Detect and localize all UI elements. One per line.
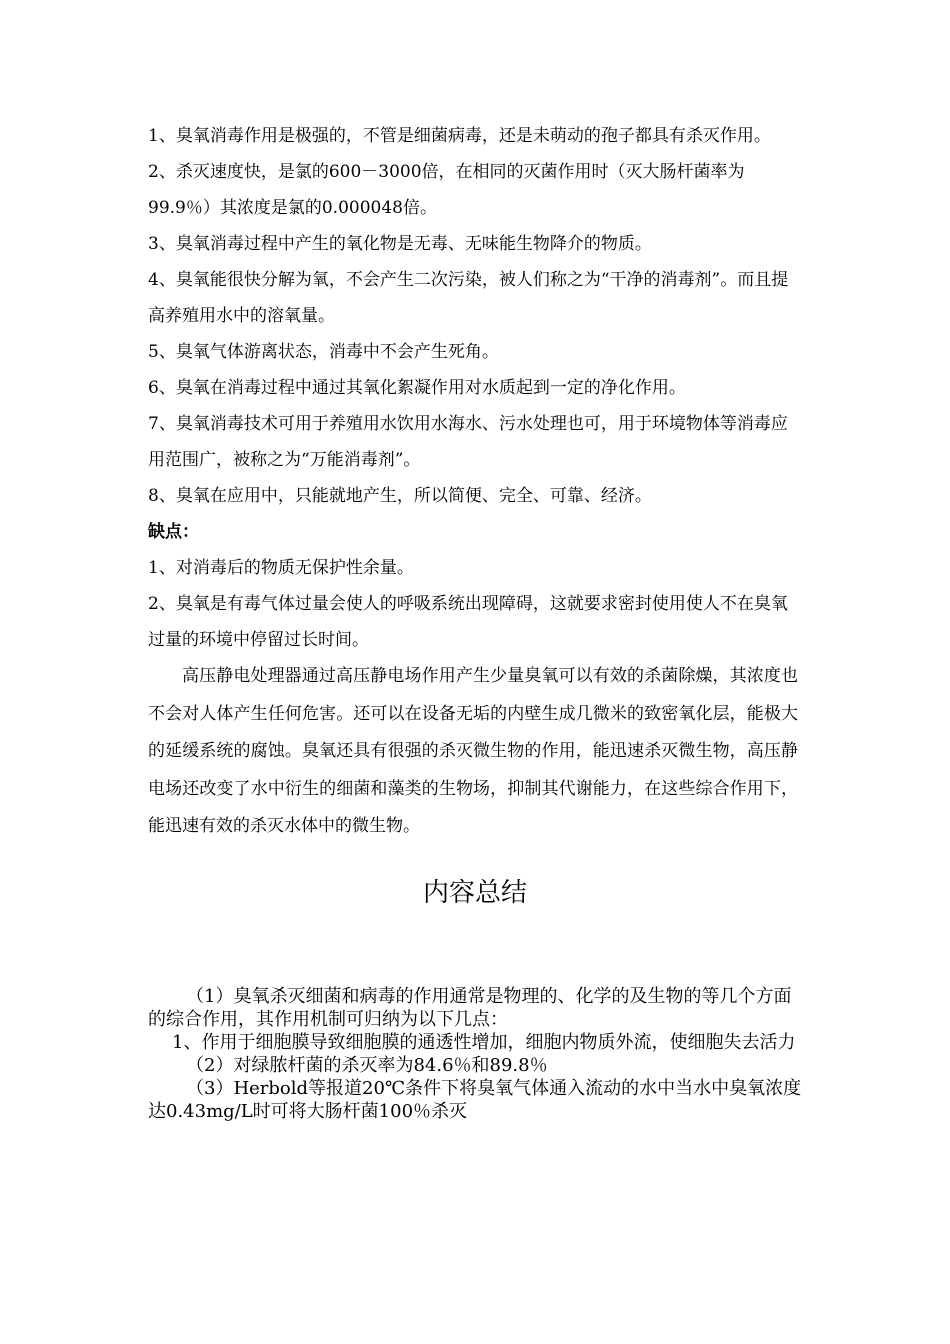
summary-item-1: （1）臭氧杀灭细菌和病毒的作用通常是物理的、化学的及生物的等几个方面的综合作用，其作用机制可归纳为以下几点：: [148, 986, 792, 1030]
summary-item-3: （2）对绿脓杆菌的杀灭率为84.6％和89.8％: [186, 1055, 548, 1076]
advantage-item-3: 3、臭氧消毒过程中产生的氧化物是无毒、无味能生物降介的物质。: [148, 234, 652, 254]
advantage-item-6: 6、臭氧在消毒过程中通过其氧化絮凝作用对水质起到一定的净化作用。: [148, 378, 686, 398]
summary-item-4: （3）Herbold等报道20℃条件下将臭氧气体通入流动的水中当水中臭氧浓度达0.43mg/L时可将大肠杆菌100％杀灭: [148, 1078, 802, 1122]
disadvantage-item-2: 2、臭氧是有毒气体过量会使人的呼吸系统出现障碍，这就要求密封使用使人不在臭氧过量的环境中停留过长时间。: [148, 594, 788, 650]
advantage-item-4: 4、臭氧能很快分解为氧，不会产生二次污染，被人们称之为“干净的消毒剂”。而且提高养殖用水中的溶氧量。: [148, 270, 789, 326]
disadvantage-item-1: 1、对消毒后的物质无保护性余量。: [148, 558, 414, 578]
summary-title: 内容总结: [422, 878, 527, 908]
summary-item-2: 1、作用于细胞膜导致细胞膜的通透性增加，细胞内物质外流，使细胞失去活力: [172, 1032, 796, 1053]
advantage-item-1: 1、臭氧消毒作用是极强的，不管是细菌病毒，还是未萌动的孢子都具有杀灭作用。: [148, 126, 771, 146]
summary-text: [148, 985, 803, 1123]
advantage-item-8: 8、臭氧在应用中，只能就地产生，所以简便、完全、可靠、经济。: [148, 486, 652, 506]
disadvantages-heading: 缺点：: [148, 522, 199, 542]
advantage-item-7: 7、臭氧消毒技术可用于养殖用水饮用水海水、污水处理也可，用于环境物体等消毒应用范围广，被称之为“万能消毒剂”。: [148, 414, 788, 470]
advantage-item-5: 5、臭氧气体游离状态，消毒中不会产生死角。: [148, 342, 499, 362]
advantage-item-2: 2、杀灭速度快，是氯的600－3000倍，在相同的灭菌作用时（灭大肠杆菌率为99.9％）其浓度是氯的0.000048倍。: [148, 162, 745, 218]
body-paragraph: 高压静电处理器通过高压静电场作用产生少量臭氧可以有效的杀菌除燥，其浓度也不会对人体产生任何危害。还可以在设备无垢的内壁生成几微米的致密氧化层，能极大的延缓系统的腐蚀。臭氧还具有很强的杀灭微生物的作用，能迅速杀灭微生物，高压静电场还改变了水中衍生的细菌和藻类的生物场，抑制其代谢能力，在这些综合作用下，能迅速有效的杀灭水体中的微生物。: [148, 666, 798, 836]
main-text: [148, 118, 798, 846]
